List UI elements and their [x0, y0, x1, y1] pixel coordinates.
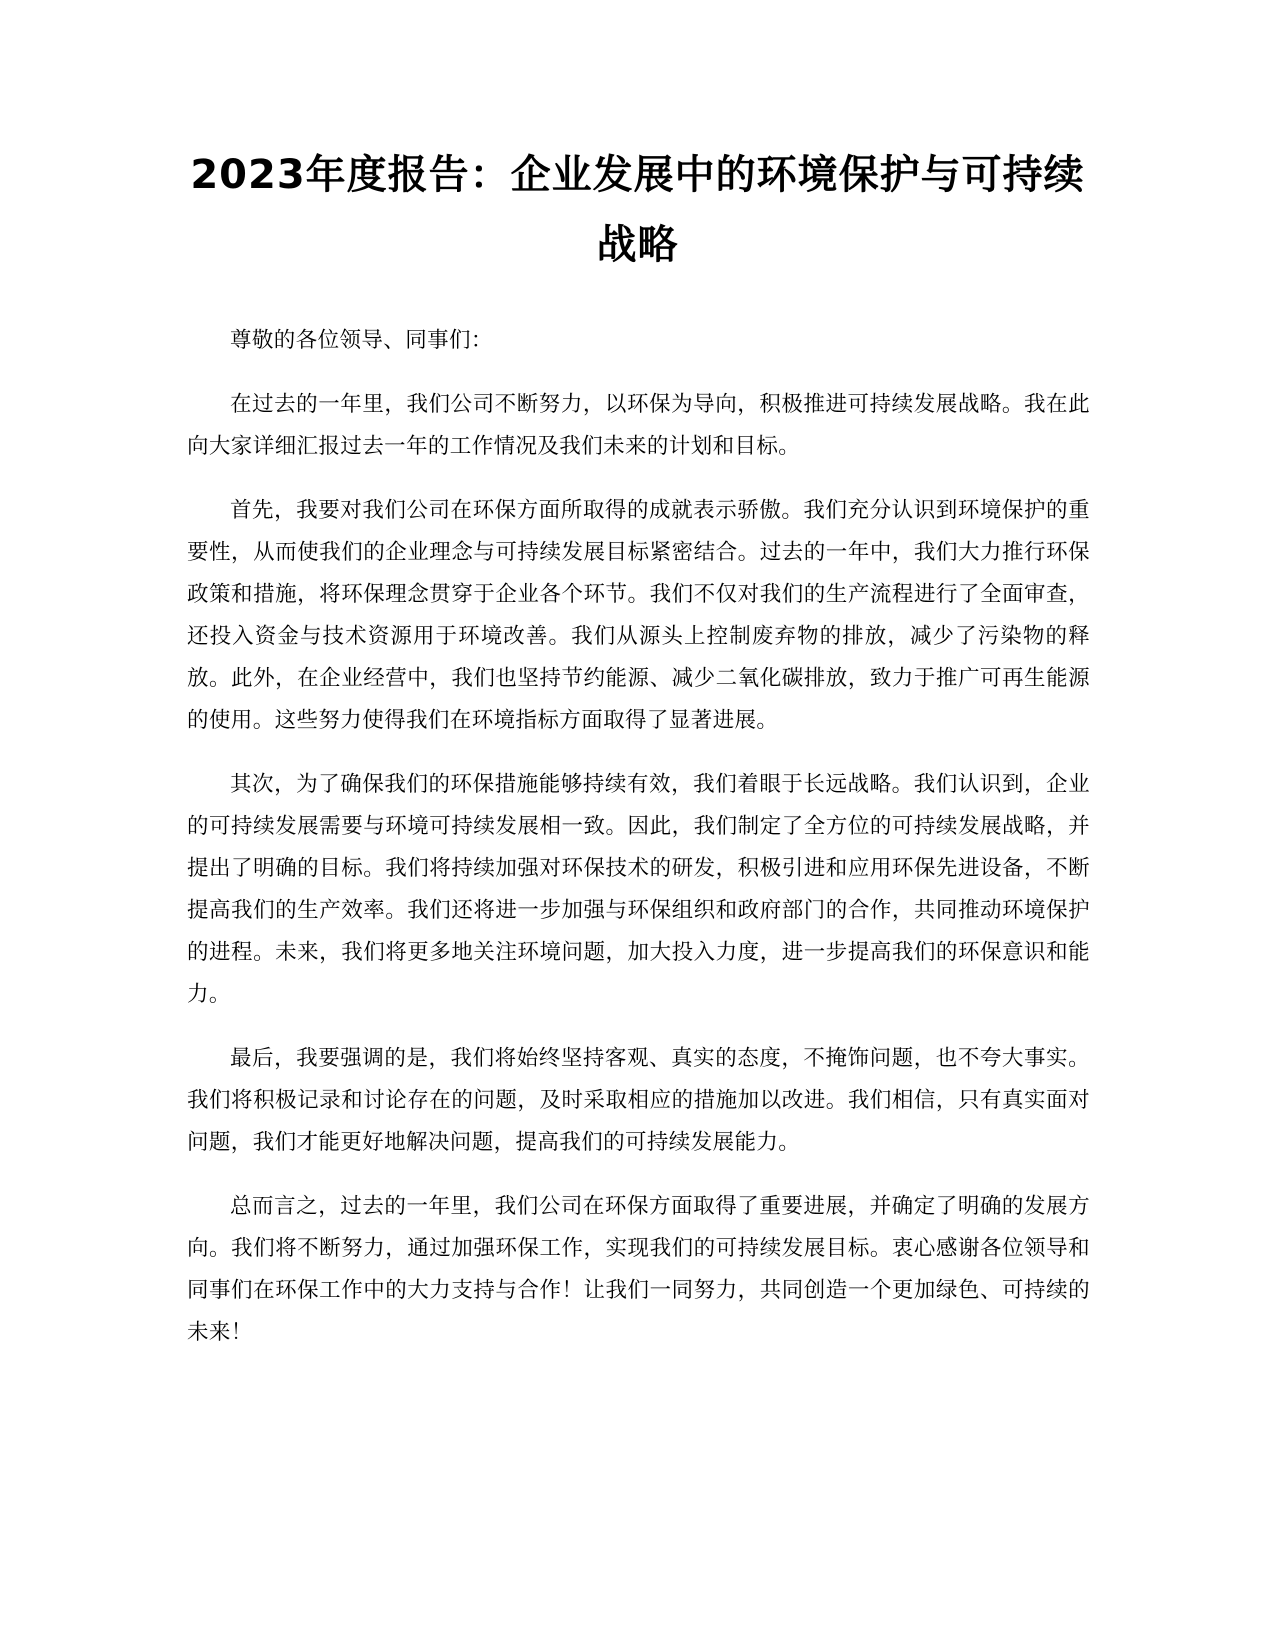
strategy-paragraph: 其次，为了确保我们的环保措施能够持续有效，我们着眼于长远战略。我们认识到，企业的可持续发展需要与环境可持续发展相一致。因此，我们制定了全方位的可持续发展战略，并提出了明确的目标。我们将持续加强对环保技术的研发，积极引进和应用环保先进设备，不断提高我们的生产效率。我们还将进一步加强与环保组织和政府部门的合作，共同推动环境保护的进程。未来，我们将更多地关注环境问题，加大投入力度，进一步提高我们的环保意识和能力。 [187, 772, 1090, 1007]
salutation-paragraph: 尊敬的各位领导、同事们： [230, 328, 493, 353]
intro-paragraph: 在过去的一年里，我们公司不断努力，以环保为导向，积极推进可持续发展战略。我在此向大家详细汇报过去一年的工作情况及我们未来的计划和目标。 [187, 392, 1090, 459]
attitude-paragraph: 最后，我要强调的是，我们将始终坚持客观、真实的态度，不掩饰问题，也不夸大事实。我们将积极记录和讨论存在的问题，及时采取相应的措施加以改进。我们相信，只有真实面对问题，我们才能更好地解决问题，提高我们的可持续发展能力。 [187, 1046, 1090, 1155]
achievements-paragraph: 首先，我要对我们公司在环保方面所取得的成就表示骄傲。我们充分认识到环境保护的重要性，从而使我们的企业理念与可持续发展目标紧密结合。过去的一年中，我们大力推行环保政策和措施，将环保理念贯穿于企业各个环节。我们不仅对我们的生产流程进行了全面审查，还投入资金与技术资源用于环境改善。我们从源头上控制废弃物的排放，减少了污染物的释放。此外，在企业经营中，我们也坚持节约能源、减少二氧化碳排放，致力于推广可再生能源的使用。这些努力使得我们在环境指标方面取得了显著进展。 [187, 498, 1090, 733]
conclusion-paragraph: 总而言之，过去的一年里，我们公司在环保方面取得了重要进展，并确定了明确的发展方向。我们将不断努力，通过加强环保工作，实现我们的可持续发展目标。衷心感谢各位领导和同事们在环保工作中的大力支持与合作！让我们一同努力，共同创造一个更加绿色、可持续的未来！ [187, 1194, 1090, 1345]
document-body [187, 320, 1090, 1376]
document-title: 2023年度报告：企业发展中的环境保护与可持续战略 [190, 152, 1085, 268]
